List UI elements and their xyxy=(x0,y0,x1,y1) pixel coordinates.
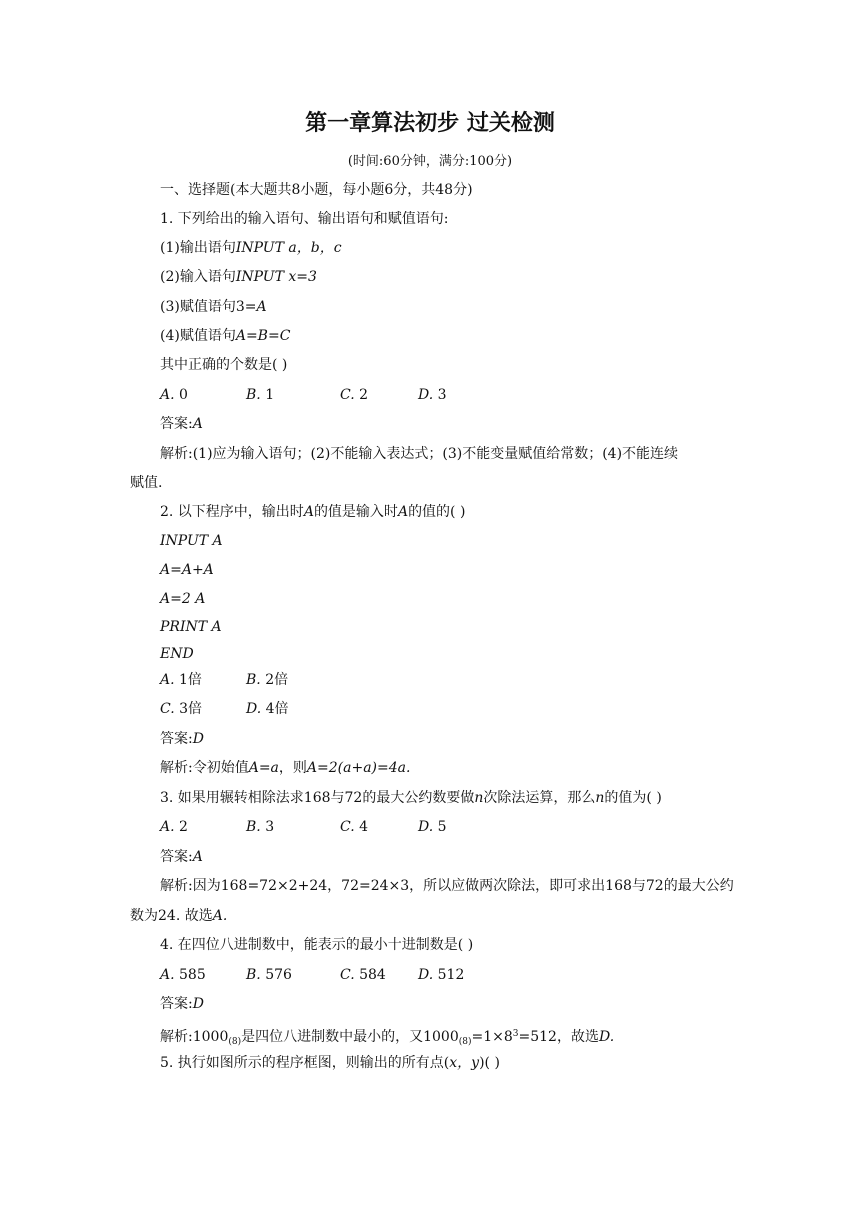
q1-s2-code: INPUT x=3 xyxy=(235,269,317,285)
q1-option-a: A. 0 xyxy=(160,387,188,403)
q5-stem: 5. 执行如图所示的程序框图，则输出的所有点(x，y)( ) xyxy=(160,1055,500,1071)
q2-code-line-3: A=2 A xyxy=(160,591,206,607)
q4-options xyxy=(160,966,464,984)
q3-option-c: C. 4 xyxy=(340,819,369,835)
q1-option-c: C. 2 xyxy=(340,387,369,403)
q2-option-d: D. 4倍 xyxy=(246,701,289,717)
q2-option-b: B. 2倍 xyxy=(246,672,289,688)
q4-option-a: A. 585 xyxy=(160,967,206,983)
q4-option-c: C. 584 xyxy=(340,967,386,983)
q2-code-line-5: END xyxy=(160,646,194,662)
q2-code-line-1: INPUT A xyxy=(160,533,223,549)
q3-option-b: B. 3 xyxy=(246,819,275,835)
q1-option-b: B. 1 xyxy=(246,387,275,403)
q2-stem: 2. 以下程序中，输出时A的值是输入时A的值的( ) xyxy=(160,504,466,520)
q2-analysis: 解析:令初始值A=a，则A=2(a+a)=4a. xyxy=(160,760,411,776)
q1-statement-1 xyxy=(160,239,342,257)
q1-statement-4 xyxy=(160,327,290,345)
q2-option-c: C. 3倍 xyxy=(160,701,203,717)
q1-stem: 1. 下列给出的输入语句、输出语句和赋值语句: xyxy=(160,211,449,227)
q4-stem: 4. 在四位八进制数中，能表示的最小十进制数是( ) xyxy=(160,937,474,953)
q1-s3-prefix: (3)赋值语句3= xyxy=(160,299,257,315)
q2-options-row1 xyxy=(160,671,288,689)
q4-option-b: B. 576 xyxy=(246,967,292,983)
q3-analysis-line2: 数为24. 故选A. xyxy=(130,908,228,924)
q1-statement-3 xyxy=(160,298,267,316)
q1-analysis-line2: 赋值. xyxy=(130,475,163,491)
q3-analysis-line1: 解析:因为168=72×2+24，72=24×3，所以应做两次除法，即可求出168与72的最大公约 xyxy=(160,878,734,894)
q3-stem: 3. 如果用辗转相除法求168与72的最大公约数要做n次除法运算，那么n的值为( ) xyxy=(160,790,662,806)
q2-code-line-4: PRINT A xyxy=(160,619,222,635)
q1-analysis-line1: 解析:(1)应为输入语句；(2)不能输入表达式；(3)不能变量赋值给常数；(4)不能连续 xyxy=(160,446,679,462)
q4-answer: 答案:D xyxy=(160,996,204,1012)
q2-answer: 答案:D xyxy=(160,731,204,747)
q1-answer: 答案:A xyxy=(160,416,203,432)
q4-option-d: D. 512 xyxy=(418,967,465,983)
q1-options xyxy=(160,386,447,404)
q2-code-line-2: A=A+A xyxy=(160,562,214,578)
page-subtitle: (时间:60分钟，满分:100分) xyxy=(347,154,513,169)
section-heading: 一、选择题(本大题共8小题，每小题6分，共48分) xyxy=(160,182,473,198)
q1-question: 其中正确的个数是( ) xyxy=(160,357,288,373)
q2-options-row2 xyxy=(160,700,289,718)
q1-s3-code: A xyxy=(256,299,267,315)
q3-option-d: D. 5 xyxy=(418,819,447,835)
q1-option-d: D. 3 xyxy=(418,387,447,403)
q1-s4-prefix: (4)赋值语句 xyxy=(160,328,236,344)
q4-analysis: 解析$:1000_{(8)}$是四位八进制数中最小的，又$1000_{(8)}=1\times 8^3=512$，故选D. xyxy=(160,1029,615,1047)
q1-s1-prefix: (1)输出语句 xyxy=(160,240,236,256)
q1-statement-2 xyxy=(160,268,317,286)
q1-s2-prefix: (2)输入语句 xyxy=(160,269,236,285)
q3-answer: 答案:A xyxy=(160,849,203,865)
page-title: 第一章算法初步 过关检测 xyxy=(305,111,555,136)
q3-option-a: A. 2 xyxy=(160,819,188,835)
q1-s1-code: INPUT a，b，c xyxy=(235,240,342,256)
q3-options xyxy=(160,818,447,836)
q1-s4-code: A=B=C xyxy=(235,328,291,344)
q2-option-a: A. 1倍 xyxy=(160,672,202,688)
